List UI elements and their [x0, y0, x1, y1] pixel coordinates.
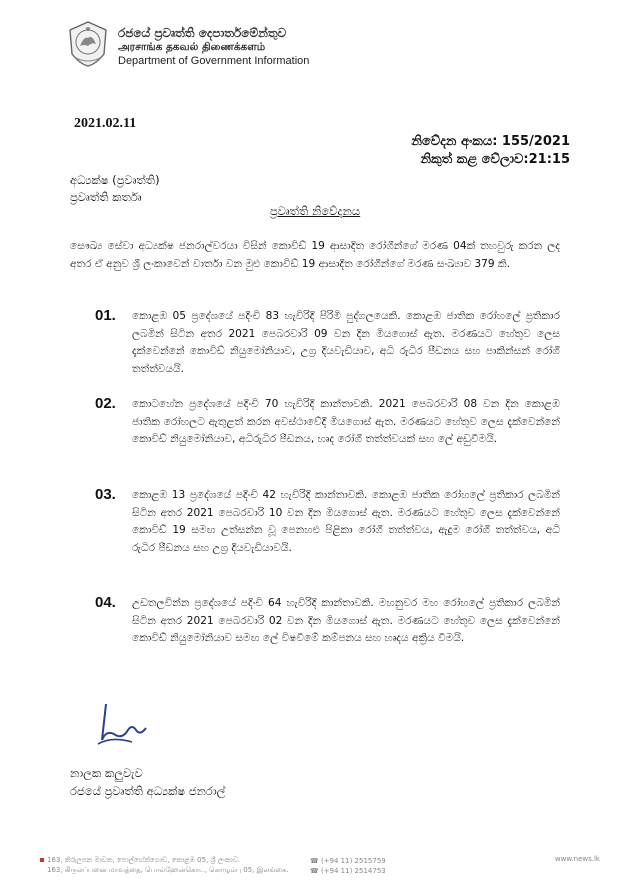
footer-phone: (+94 11) 2514753 [320, 867, 386, 875]
item-text: කොටහේන ප්‍රදේශයේ පදිංචි 70 හැවිරිදි කාන්තාවකි. 2021 පෙබරවාරි 08 වන දින කොළඹ ජාතික රෝහලට ඇතුළත් කරන අවස්ථාවේදී මියගොස් ඇත. මරණයට හේතුව ලෙස දැක්වෙන්නේ කොවිඩ් නියුමෝනියාව, අධිරුධිර පීඩනය, හෘද රෝගී තත්ත්වයක් සහ ලේ අඩුවීමයි. [132, 398, 560, 445]
signatory-title: රජයේ ප්‍රවෘත්ති අධ්‍යක්ෂ ජනරාල් [70, 784, 226, 798]
footer-phones [310, 856, 386, 876]
heading-text: ප්‍රවෘත්ති නිවේදනය [269, 204, 361, 218]
item-text: කොළඹ 05 ප්‍රදේශයේ පදිංචි 83 හැවිරිදි පිරිමි පුද්ගලයෙකි. කොළඹ ජාතික රෝහලේ ප්‍රතිකාර ලබමින් සිටින අතර 2021 පෙබරවාරි 09 වන දින මියගොස් ඇත. මරණයට හේතුව ලෙස දැක්වෙන්නේ කොවිඩ් නියුමෝනියාව, උග්‍ර දියවැඩියාව, අධි රුධිර පීඩනය සහ පාකින්සන් රෝගී තත්ත්වයයි. [132, 310, 560, 375]
footer-address [40, 855, 290, 875]
release-date: 2021.02.11 [74, 116, 137, 131]
item-number: 03. [95, 486, 116, 503]
government-emblem-icon [66, 20, 110, 68]
signatory-name: නාලක කලුවැව [70, 766, 143, 780]
addressee-line: අධ්‍යක්ෂ (ප්‍රවෘත්ති) [70, 173, 160, 187]
footer-phone: (+94 11) 2515759 [320, 857, 386, 865]
letterhead-english: Department of Government Information [118, 55, 310, 67]
signatory [70, 764, 225, 800]
footer-website[interactable]: www.news.lk [554, 855, 600, 863]
item-text: උඩතලවින්න ප්‍රදේශයේ පදිංචි 64 හැවිරිදි කාන්තාවකි. මහනුවර මහ රෝහලේ ප්‍රතිකාර ලබමින් සිටින අතර 2021 පෙබරවාරි 02 වන දින මියගොස් ඇත. මරණයට හේතුව ලෙස දැක්වෙන්නේ කොවිඩ් නියුමෝනියාව සමඟ ලේ විෂවීමේ කම්පනය සහ හෘදය අක්‍රිය වීමයි. [132, 597, 560, 644]
handwritten-signature [92, 700, 152, 758]
letterhead-tamil: அரசாங்க தகவல் திணைக்களம் [118, 41, 266, 53]
bullet-icon [40, 858, 44, 862]
document-heading [0, 204, 630, 219]
item-number: 02. [95, 395, 116, 412]
letterhead [66, 20, 486, 70]
release-time: නිකුත් කළ වේලාව:21:15 [420, 152, 570, 167]
intro-paragraph: සෞඛ්‍ය සේවා අධ්‍යක්ෂ ජනරාල්වරයා විසින් කොවිඩ් 19 ආසාදිත රෝගීන්ගේ මරණ 04ක් තහවුරු කරන ලද අතර ඒ අනුව ශ්‍රී ලංකාවෙන් වාර්තා වන මුළු කොවිඩ් 19 ආසාදිත රෝගීන්ගේ මරණ සංඛ්‍යාව 379 කි. [70, 240, 560, 270]
addressee [70, 172, 160, 206]
item-number: 01. [95, 307, 116, 324]
item-text: කොළඹ 13 ප්‍රදේශයේ පදිංචි 42 හැවිරිදි කාන්තාවකි. කොළඹ ජාතික රෝහලේ ප්‍රතිකාර ලබමින් සිටින අතර 2021 පෙබරවාරි 10 වන දින මියගොස් ඇත. මරණයට හේතුව ලෙස දැක්වෙන්නේ කොවිඩ් 19 සමඟ උත්සන්න වූ පෙනහළු පිළිකා රෝගී තත්ත්වය, ඇදුම රෝගී තත්ත්වය, අධි රුධිර පීඩනය සහ උග්‍ර දියවැඩියාවයි. [132, 489, 560, 554]
footer-address-ta: 163, கிருலப்பனை மாவத்தை, பொல்ஹேன்கொட, கொழும்பு 05, இலங்கை. [47, 866, 289, 874]
fax-icon: ☎ [310, 867, 321, 875]
release-number: නිවේදන අංකය: 155/2021 [411, 134, 570, 149]
item-number: 04. [95, 594, 116, 611]
addressee-line: ප්‍රවෘත්ති කර්තෘ [70, 190, 142, 204]
phone-icon: ☎ [310, 857, 321, 865]
footer [40, 852, 600, 880]
footer-address-si: 163, කිරුලපන මාවත, පොල්හේන්ගොඩ, කොළඹ 05, ශ්‍රී ලංකාව. [47, 856, 241, 864]
letterhead-sinhala: රජයේ ප්‍රවෘත්ති දෙපාර්තමේන්තුව [118, 26, 287, 40]
